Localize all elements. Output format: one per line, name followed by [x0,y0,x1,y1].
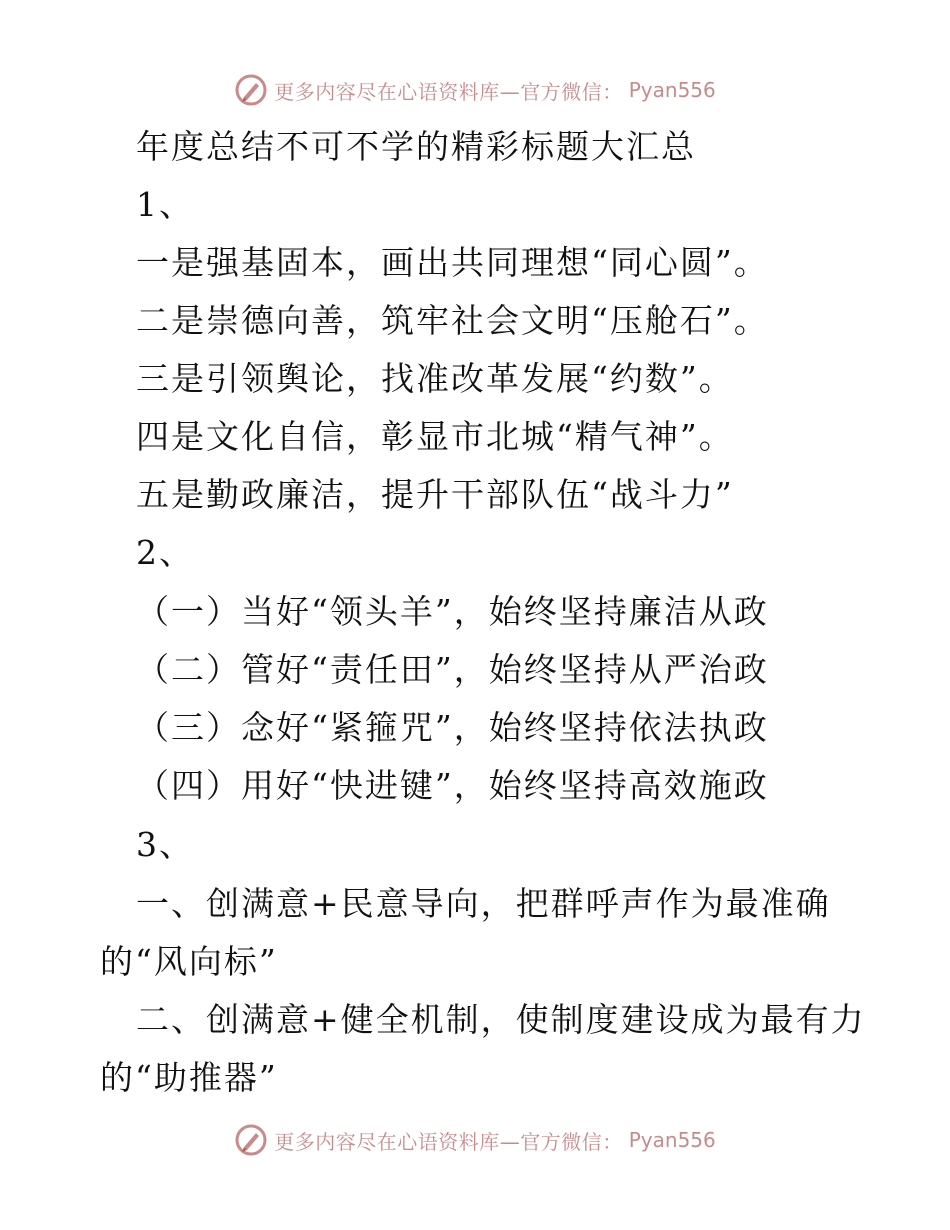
section2-item-3: （三）念好“紧箍咒”，始终坚持依法执政 [136,708,769,747]
section3-item-1: 一、创满意+民意导向，把群呼声作为最准确 [136,884,831,923]
section3-item-2-continued: 的“助推器” [100,1058,278,1097]
section2-item-4: （四）用好“快进键”，始终坚持高效施政 [136,766,769,805]
section3-item-1-continued: 的“风向标” [100,942,278,981]
section1-item-5: 五是勤政廉洁，提升干部队伍“战斗力” [136,475,734,514]
watermark-brand: Pyan556 [628,78,716,102]
section1-item-4: 四是文化自信，彰显市北城“精气神”。 [136,417,734,456]
pen-circle-icon [234,73,268,107]
watermark-text: 更多内容尽在心语资料库—官方微信： [274,79,623,104]
section-number-1: 1、 [136,185,194,224]
watermark-text: 更多内容尽在心语资料库—官方微信： [274,1129,623,1154]
section2-item-2: （二）管好“责任田”，始终坚持从严治政 [136,650,769,689]
section2-item-1: （一）当好“领头羊”，始终坚持廉洁从政 [136,592,769,631]
watermark-footer [0,1120,950,1160]
document-title: 年度总结不可不学的精彩标题大汇总 [136,127,696,166]
watermark-header [0,70,950,110]
section-number-3: 3、 [136,825,194,864]
pen-circle-icon [234,1123,268,1157]
watermark-brand: Pyan556 [628,1128,716,1152]
section1-item-2: 二是崇德向善，筑牢社会文明“压舱石”。 [136,301,769,340]
section1-item-3: 三是引领舆论，找准改革发展“约数”。 [136,359,734,398]
section-number-2: 2、 [136,533,194,572]
section3-item-2: 二、创满意+健全机制，使制度建设成为最有力 [136,1000,866,1039]
section1-item-1: 一是强基固本，画出共同理想“同心圆”。 [136,243,769,282]
